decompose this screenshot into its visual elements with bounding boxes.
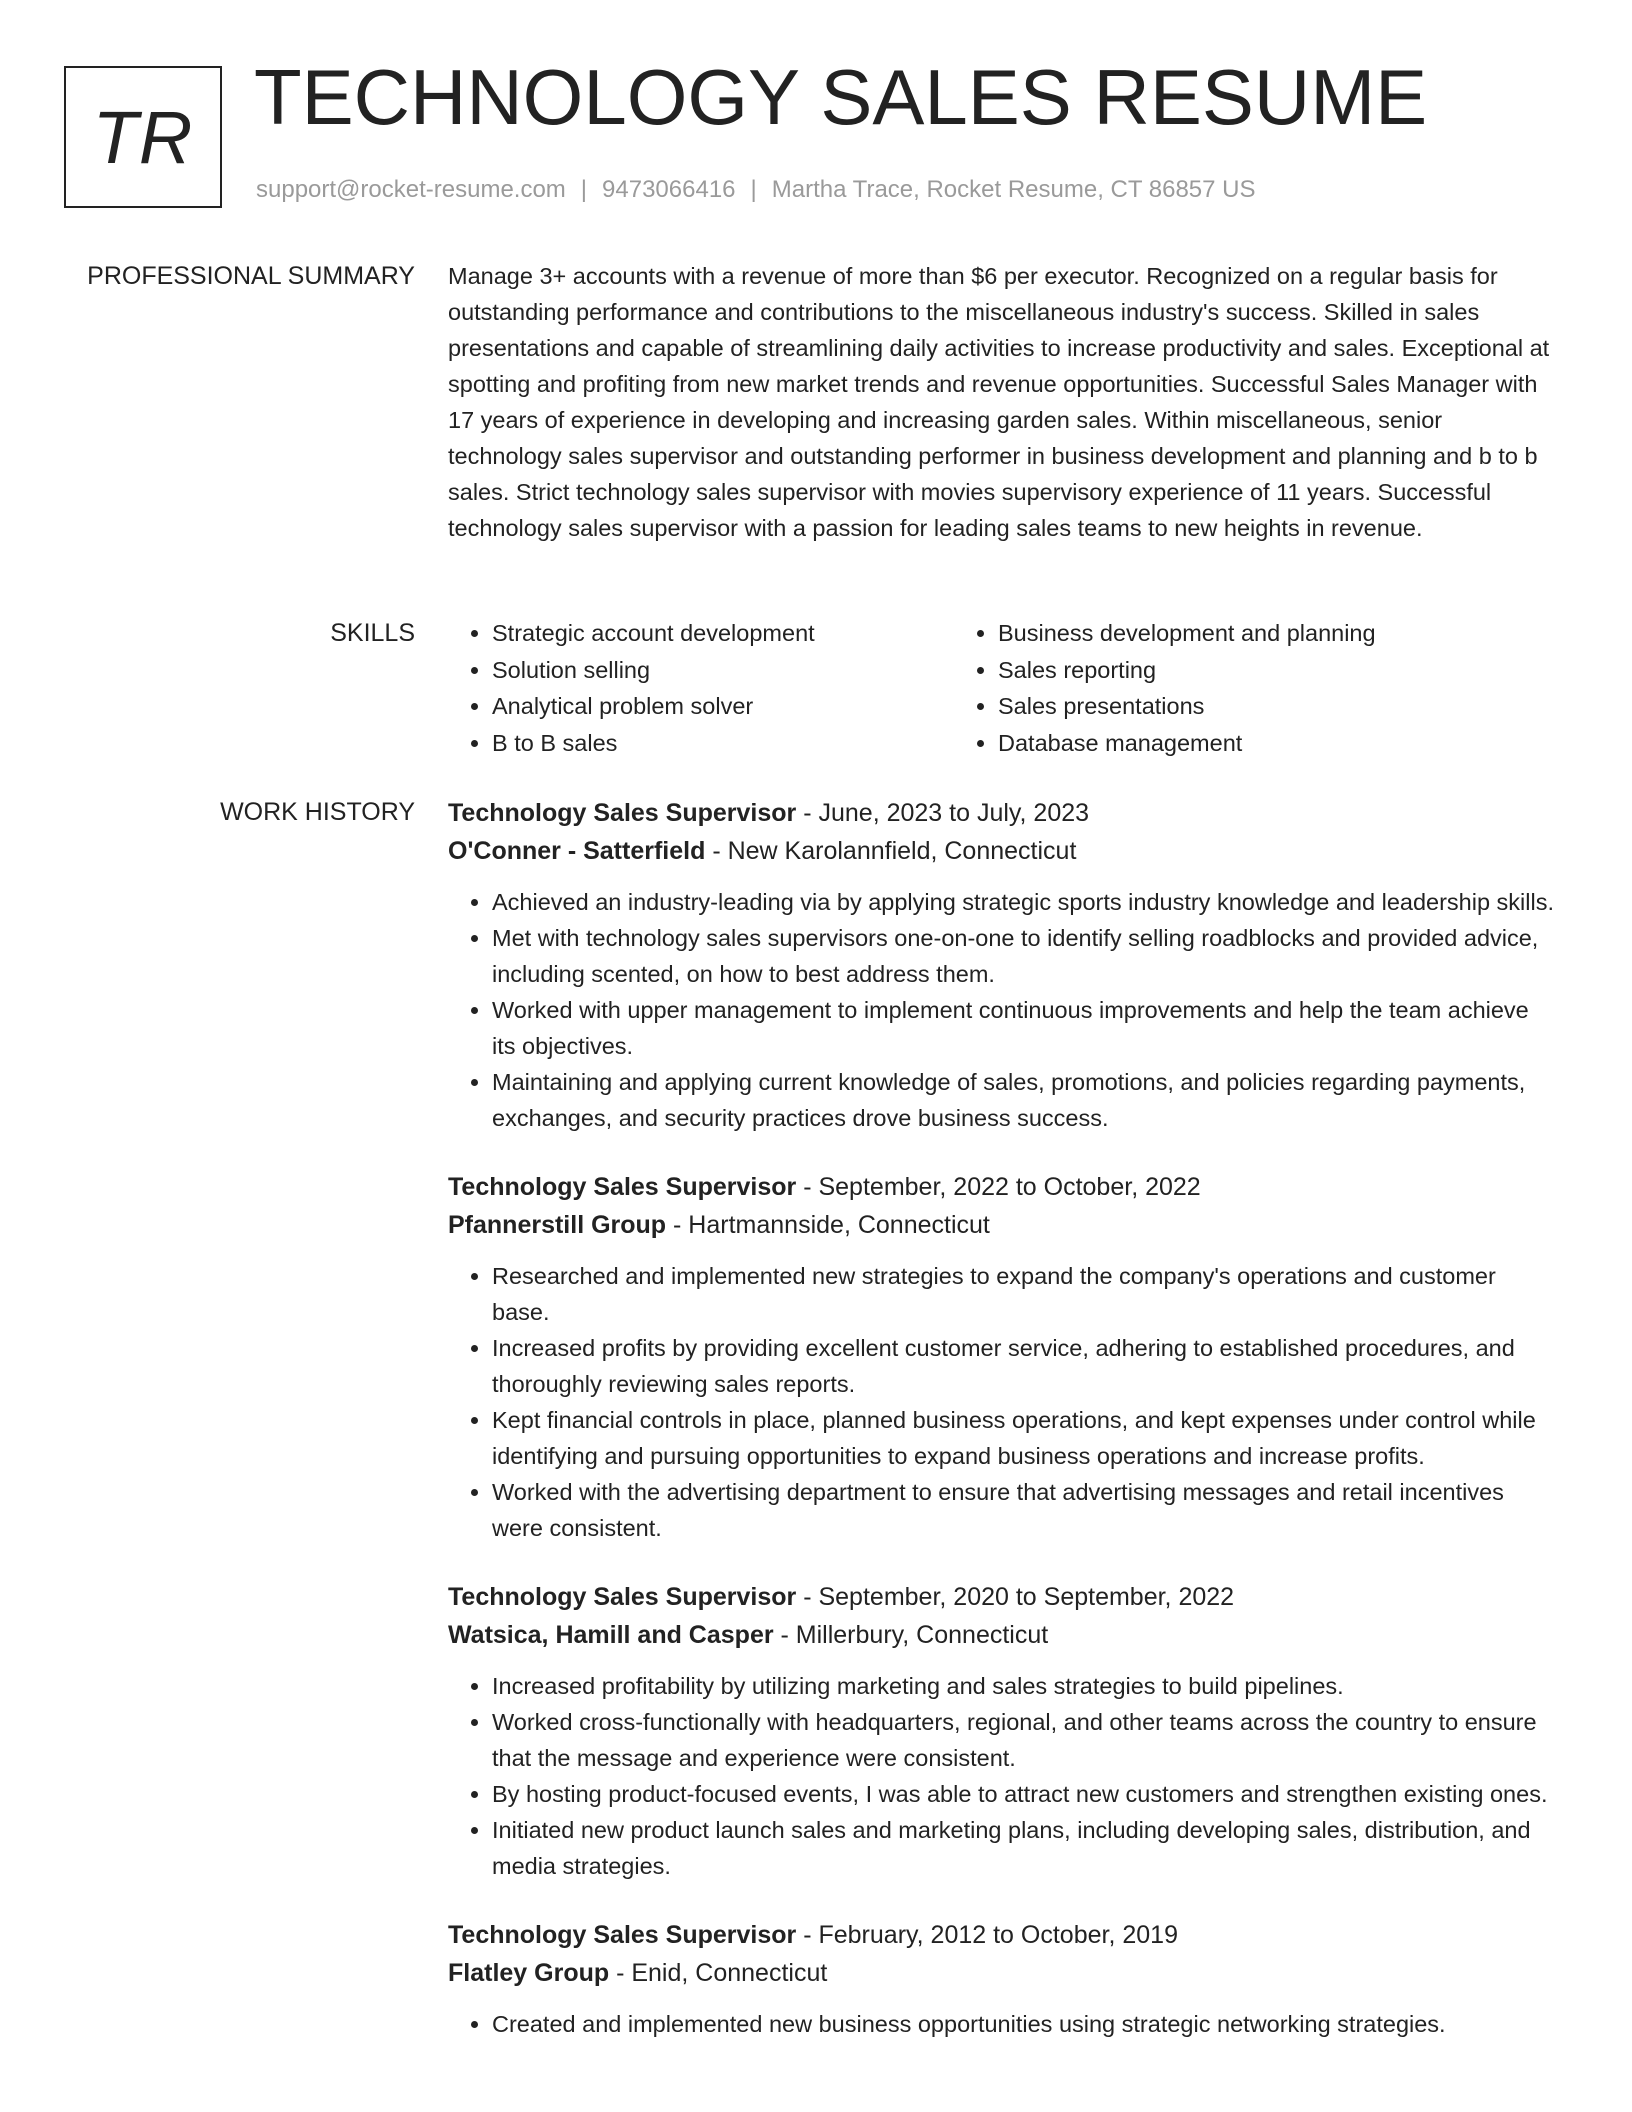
job-title: Technology Sales Supervisor xyxy=(448,1921,797,1949)
contact-phone[interactable]: 9473066416 xyxy=(602,176,736,203)
skill-item: • Sales reporting xyxy=(998,652,1460,689)
job-bullet: • Worked with the advertising department to ensure that advertising messages and retail incentives were consistent. xyxy=(492,1474,1558,1546)
job-bullet: • Worked with upper management to implement continuous improvements and help the team achieve its objectives. xyxy=(492,992,1558,1064)
job-dates: - September, 2022 to October, 2022 xyxy=(796,1173,1201,1201)
job-location: - Hartmannside, Connecticut xyxy=(666,1211,990,1239)
job-title: Technology Sales Supervisor xyxy=(448,1173,797,1201)
job-company-line xyxy=(448,1206,1558,1244)
contact-line xyxy=(256,176,1256,204)
skill-item: • Database management xyxy=(998,725,1460,762)
skill-item: • Analytical problem solver xyxy=(492,688,954,725)
job-entry xyxy=(448,794,1558,1136)
job-bullet: • Achieved an industry-leading via by applying strategic sports industry knowledge and leadership skills. xyxy=(492,884,1558,920)
job-bullet: • Initiated new product launch sales and marketing plans, including developing sales, distribution, and media strategies. xyxy=(492,1812,1558,1884)
skills-grid xyxy=(448,615,1548,761)
job-title: Technology Sales Supervisor xyxy=(448,799,797,827)
job-title: Technology Sales Supervisor xyxy=(448,1583,797,1611)
job-company: Watsica, Hamill and Casper xyxy=(448,1621,774,1649)
job-company: O'Conner - Satterfield xyxy=(448,837,706,865)
job-bullet: • Created and implemented new business opportunities using strategic networking strategies. xyxy=(492,2006,1558,2042)
skill-item: • B to B sales xyxy=(492,725,954,762)
job-title-line xyxy=(448,794,1558,832)
job-entry xyxy=(448,1578,1558,1884)
job-bullets xyxy=(448,2006,1558,2042)
job-location: - Millerbury, Connecticut xyxy=(773,1621,1049,1649)
job-bullet: • Increased profitability by utilizing marketing and sales strategies to build pipelines. xyxy=(492,1668,1558,1704)
work-history-heading: WORK HISTORY xyxy=(220,798,415,826)
job-dates: - February, 2012 to October, 2019 xyxy=(796,1921,1178,1949)
summary-text: Manage 3+ accounts with a revenue of more than $6 per executor. Recognized on a regular basis for outstanding performance and contributions to the miscellaneous industry's success. Skilled in sales presentations and capable of streamlining daily activities to increase productivity and sales. Exceptional at spotting and profiting from new market trends and revenue opportunities. Successful Sales Manager with 17 years of experience in developing and increasing garden sales. Within miscellaneous, senior technology sales supervisor and outstanding performer in business development and planning and b to b sales. Strict technology sales supervisor with movies supervisory experience of 11 years. Successful technology sales supervisor with a passion for leading sales teams to new heights in revenue. xyxy=(448,263,1550,541)
job-bullet: • Kept financial controls in place, planned business operations, and kept expenses under control while identifying and pursuing opportunities to expand business operations and increase profits. xyxy=(492,1402,1558,1474)
summary-heading: PROFESSIONAL SUMMARY xyxy=(87,262,415,290)
job-company-line xyxy=(448,1954,1558,1992)
job-bullet: • Worked cross-functionally with headquarters, regional, and other teams across the country to ensure that the message and experience were consistent. xyxy=(492,1704,1558,1776)
contact-email[interactable]: support@rocket-resume.com xyxy=(256,176,566,203)
job-company: Flatley Group xyxy=(448,1959,610,1987)
job-entry xyxy=(448,1168,1558,1546)
job-bullets xyxy=(448,1258,1558,1546)
job-company-line xyxy=(448,832,1558,870)
job-bullet: • Met with technology sales supervisors one-on-one to identify selling roadblocks and provided advice, including scented, on how to best address them. xyxy=(492,920,1558,992)
skill-item: • Strategic account development xyxy=(492,615,954,652)
job-dates: - June, 2023 to July, 2023 xyxy=(796,799,1090,827)
job-location: - New Karolannfield, Connecticut xyxy=(705,837,1077,865)
contact-address: Martha Trace, Rocket Resume, CT 86857 US xyxy=(771,176,1256,203)
job-bullet: • By hosting product-focused events, I was able to attract new customers and strengthen existing ones. xyxy=(492,1776,1558,1812)
monogram-box xyxy=(64,66,222,208)
skills-column-right xyxy=(954,615,1460,761)
job-company-line xyxy=(448,1616,1558,1654)
job-location: - Enid, Connecticut xyxy=(609,1959,828,1987)
job-title-line xyxy=(448,1578,1558,1616)
job-bullets xyxy=(448,1668,1558,1884)
skills-column-left xyxy=(448,615,954,761)
job-bullet: • Increased profits by providing excellent customer service, adhering to established procedures, and thoroughly reviewing sales reports. xyxy=(492,1330,1558,1402)
skills-heading: SKILLS xyxy=(330,619,415,647)
job-bullet: • Maintaining and applying current knowledge of sales, promotions, and policies regarding payments, exchanges, and security practices drove business success. xyxy=(492,1064,1558,1136)
skill-item: • Business development and planning xyxy=(998,615,1460,652)
job-bullet: • Researched and implemented new strategies to expand the company's operations and customer base. xyxy=(492,1258,1558,1330)
monogram-initials: TR xyxy=(92,95,194,179)
contact-separator: | xyxy=(580,176,588,203)
skill-item: • Solution selling xyxy=(492,652,954,689)
skill-item: • Sales presentations xyxy=(998,688,1460,725)
job-title-line xyxy=(448,1916,1558,1954)
job-title-line xyxy=(448,1168,1558,1206)
contact-separator: | xyxy=(750,176,757,203)
resume-title: TECHNOLOGY SALES RESUME xyxy=(254,53,1428,141)
job-dates: - September, 2020 to September, 2022 xyxy=(796,1583,1235,1611)
job-company: Pfannerstill Group xyxy=(448,1211,667,1239)
job-bullets xyxy=(448,884,1558,1136)
job-entry xyxy=(448,1916,1558,2042)
